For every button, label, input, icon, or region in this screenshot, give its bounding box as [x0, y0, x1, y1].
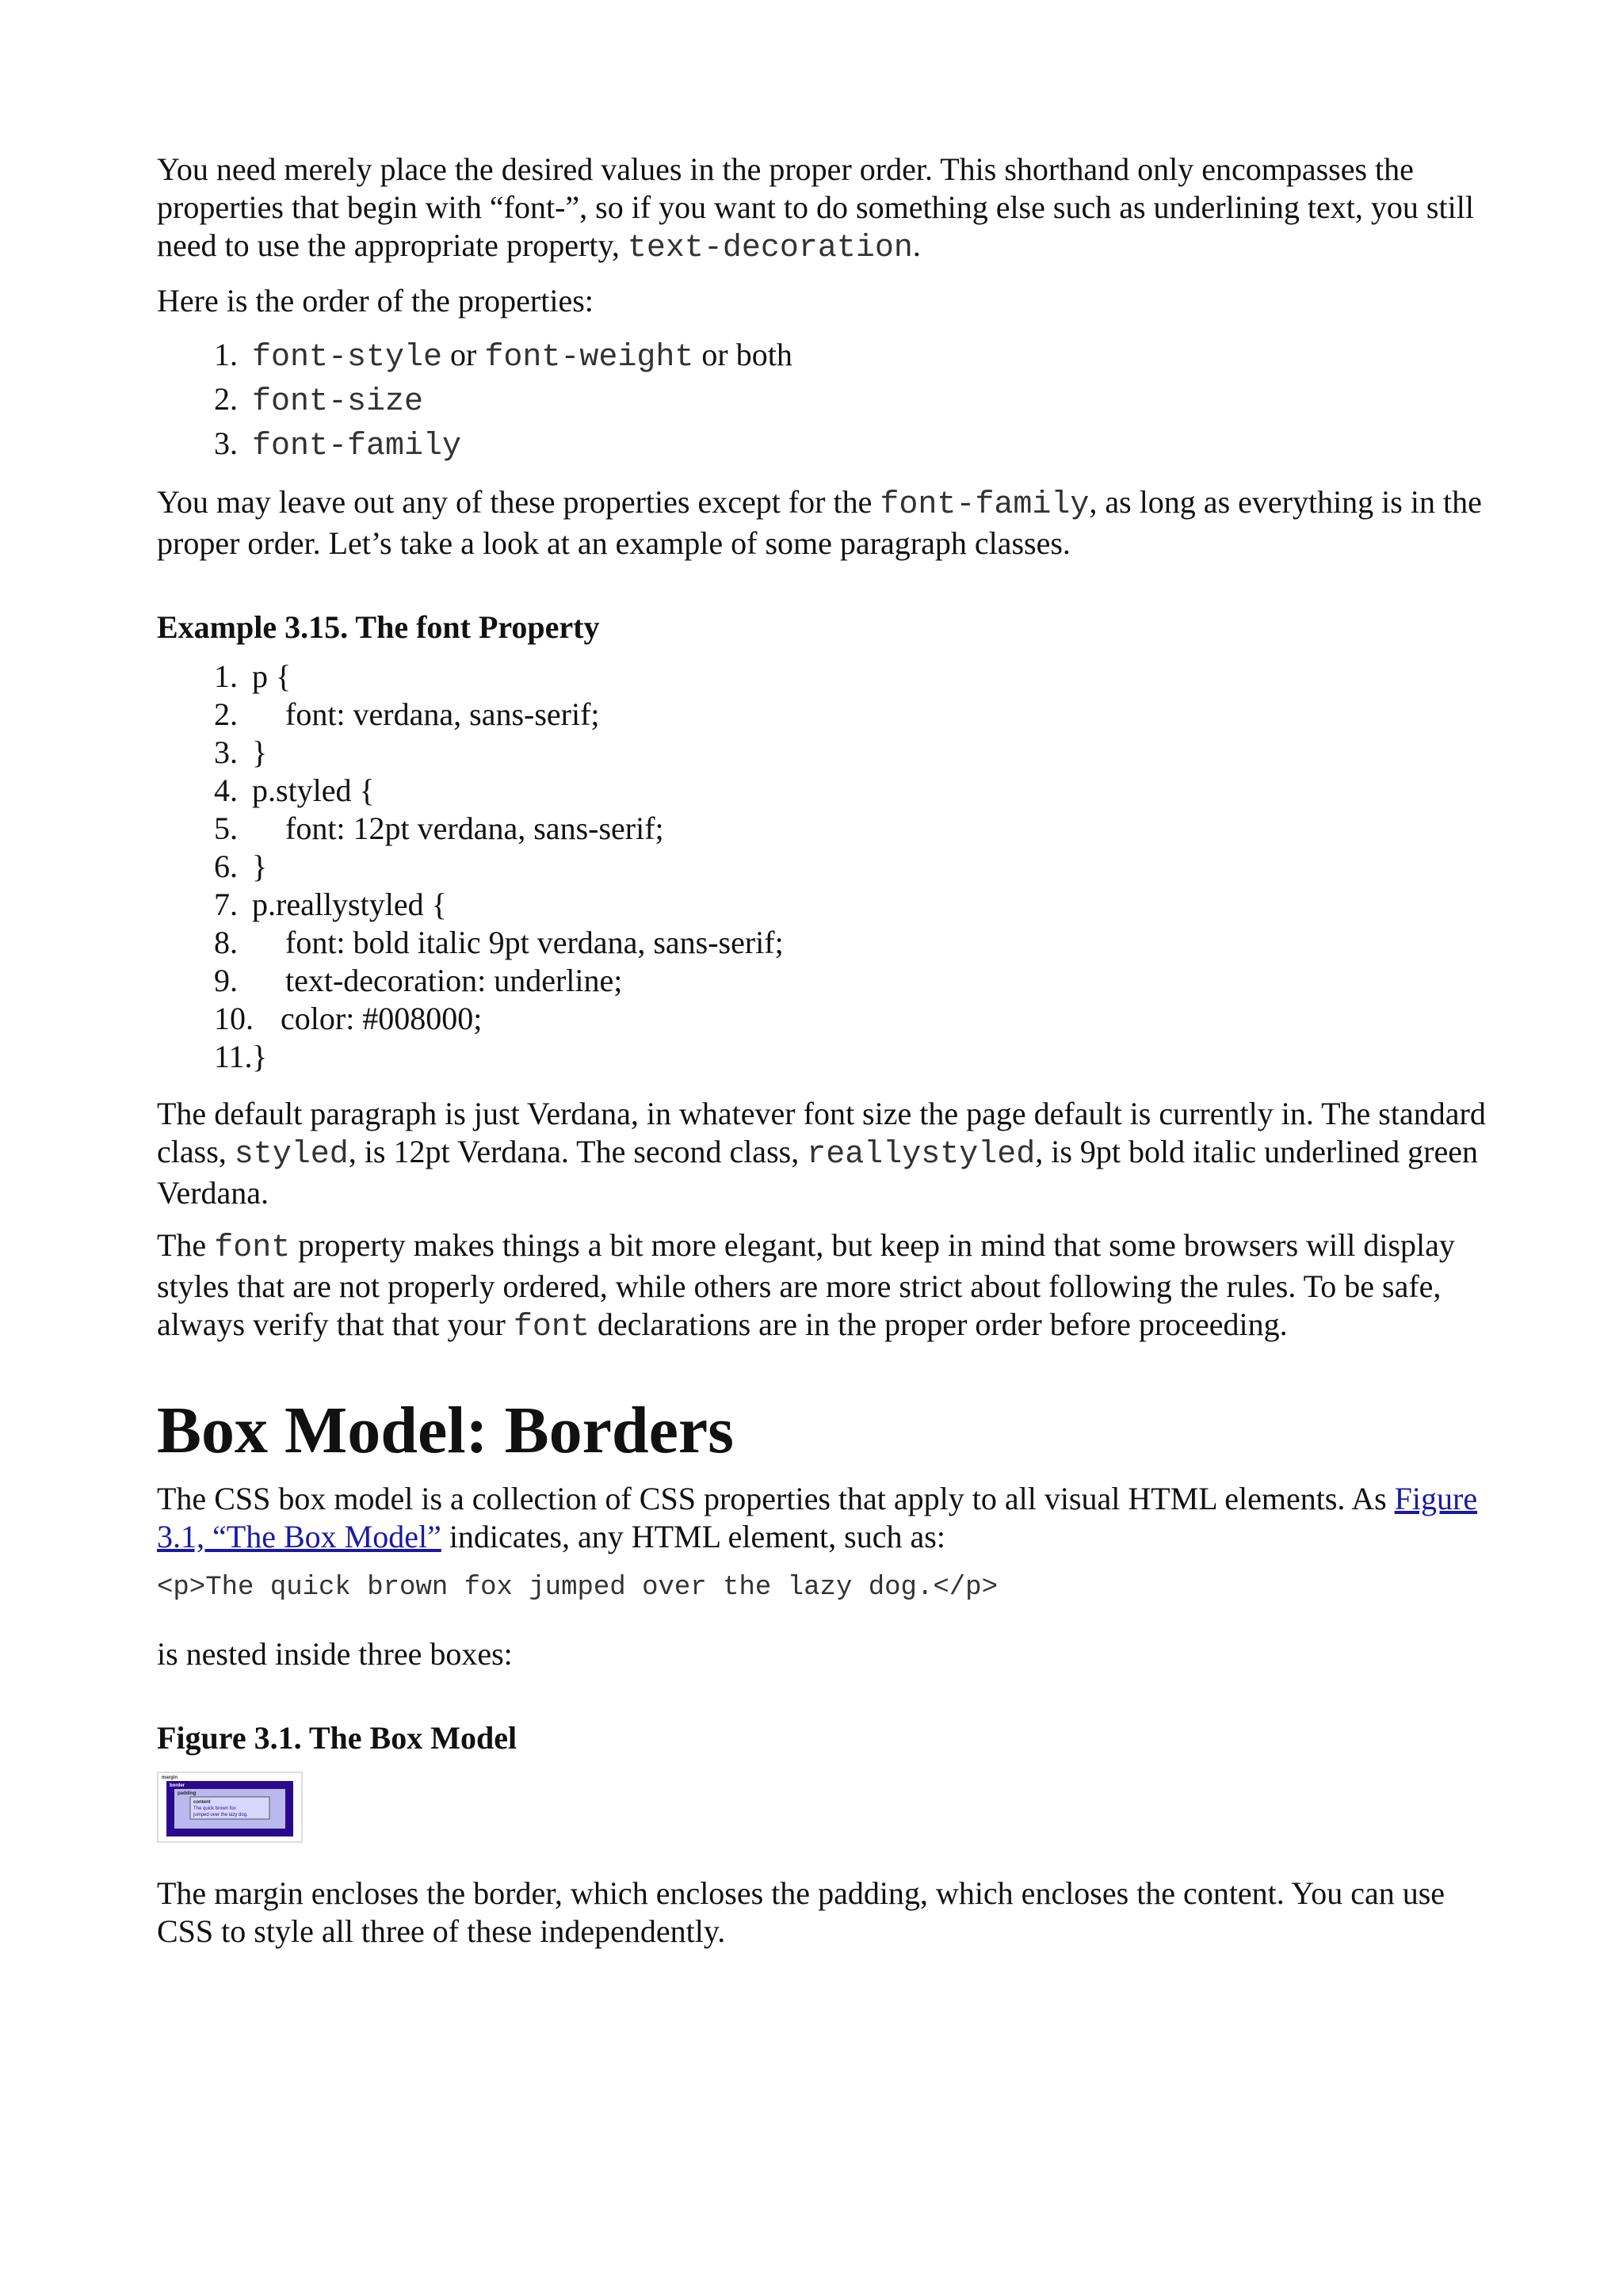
line-number: 2. — [214, 696, 238, 732]
paragraph-text: . — [912, 227, 921, 263]
paragraph-order-intro: Here is the order of the properties: — [157, 283, 594, 318]
inline-code-font-family: font-family — [880, 487, 1090, 523]
code-text: font: 12pt verdana, sans-serif; — [285, 810, 664, 846]
code-line — [214, 924, 1488, 962]
code-line — [214, 734, 1488, 772]
code-text: color: #008000; — [281, 1001, 483, 1036]
paragraph-text: The default paragraph is just Verdana, in whatever font size the page default is currently in. The standard class, — [157, 1096, 1486, 1169]
list-item — [214, 334, 1488, 379]
code-text: font: verdana, sans-serif; — [285, 696, 600, 732]
code-line — [214, 810, 1488, 848]
code-text: p.styled { — [252, 772, 375, 808]
code-line — [214, 962, 1488, 1000]
figure-link[interactable]: Figure 3.1, “The Box Model” — [157, 1481, 1478, 1554]
content-text-line-1: The quick brown fox — [193, 1806, 236, 1811]
paragraph-font-shorthand-intro — [157, 151, 1488, 268]
paragraph-text: You need merely place the desired values in the proper order. This shorthand only encompasses the properties that begin with “font-”, so if you want to do something else such as underlining text, you still need to use the appropriate property, — [157, 151, 1474, 263]
list-number: 2. — [214, 381, 238, 417]
inline-code-font: font — [513, 1310, 590, 1345]
line-number: 7. — [214, 887, 238, 922]
code-line — [214, 1038, 1488, 1076]
property-order-list — [157, 334, 1488, 467]
list-number: 1. — [214, 337, 238, 372]
inline-code-font-size: font-size — [252, 384, 424, 420]
margin-label: margin — [162, 1775, 178, 1780]
code-text: text-decoration: underline; — [285, 963, 623, 998]
code-text: font: bold italic 9pt verdana, sans-serif; — [285, 925, 784, 960]
border-label: border — [170, 1783, 185, 1788]
box-model-diagram — [158, 1773, 301, 1841]
paragraph-text: You may leave out any of these properties except for the — [157, 484, 880, 520]
code-text: p.reallystyled { — [252, 887, 447, 922]
code-text: } — [252, 1039, 268, 1074]
document-page — [157, 151, 1488, 1951]
line-number: 3. — [214, 734, 238, 770]
paragraph-font-elegance — [157, 1226, 1488, 1347]
code-text: } — [252, 849, 268, 884]
line-number: 5. — [214, 810, 238, 846]
inline-code-text-decoration: text-decoration — [627, 231, 913, 266]
code-text: } — [252, 734, 268, 770]
inline-code-font-family: font-family — [252, 429, 462, 464]
inline-code-font-weight: font-weight — [484, 340, 694, 376]
inline-code-font-style: font-style — [252, 340, 443, 376]
paragraph-nested: is nested inside three boxes: — [157, 1636, 513, 1672]
paragraph-text: The CSS box model is a collection of CSS properties that apply to all visual HTML elements. As — [157, 1481, 1395, 1516]
paragraph-text: declarations are in the proper order before proceeding. — [589, 1306, 1288, 1342]
code-line — [214, 1000, 1488, 1038]
list-text: or — [442, 337, 485, 372]
inline-code-styled: styled — [234, 1137, 349, 1173]
example-caption: Example 3.15. The font Property — [157, 609, 600, 645]
paragraph-text: , as long as everything is in the proper order. Let’s take a look at an example of some paragraph classes. — [157, 484, 1482, 561]
list-number: 3. — [214, 425, 238, 461]
padding-label: padding — [178, 1791, 197, 1796]
paragraph-default-explanation — [157, 1095, 1488, 1212]
paragraph-margin-explanation: The margin encloses the border, which encloses the padding, which encloses the content. You can use CSS to style all three of these independently. — [157, 1875, 1445, 1949]
paragraph-text: , is 9pt bold italic underlined green Verdana. — [157, 1134, 1478, 1211]
html-code-sample: <p>The quick brown fox jumped over the lazy dog.</p> — [157, 1573, 998, 1603]
line-number: 4. — [214, 772, 238, 808]
inline-code-font: font — [214, 1230, 291, 1266]
line-number: 9. — [214, 963, 238, 998]
line-number: 8. — [214, 925, 238, 960]
line-number: 11. — [214, 1039, 253, 1074]
code-text: p { — [252, 658, 292, 694]
example-code-listing — [157, 658, 1488, 1076]
code-line — [214, 886, 1488, 924]
paragraph-text: , is 12pt Verdana. The second class, — [348, 1134, 808, 1169]
section-heading: Box Model: Borders — [157, 1394, 734, 1467]
figure-caption: Figure 3.1. The Box Model — [157, 1720, 517, 1756]
paragraph-box-model-intro — [157, 1480, 1488, 1556]
code-line — [214, 658, 1488, 696]
content-label: content — [193, 1800, 211, 1805]
inline-code-reallystyled: reallystyled — [807, 1137, 1036, 1173]
paragraph-text: The — [157, 1227, 215, 1263]
list-item — [214, 379, 1488, 423]
list-text: or both — [693, 337, 792, 372]
code-line — [214, 772, 1488, 810]
paragraph-text: property makes things a bit more elegant, but keep in mind that some browsers will display styles that are not properly ordered, while others are more strict about following the rules. To be safe, always verify that that your — [157, 1227, 1455, 1342]
content-text-line-2: jumped over the lazy dog. — [193, 1813, 248, 1817]
box-model-figure — [157, 1772, 303, 1843]
code-line — [214, 848, 1488, 886]
list-item — [214, 423, 1488, 467]
line-number: 1. — [214, 658, 238, 694]
line-number: 10. — [214, 1001, 254, 1036]
code-line — [214, 696, 1488, 734]
paragraph-text: indicates, any HTML element, such as: — [441, 1519, 945, 1554]
line-number: 6. — [214, 849, 238, 884]
paragraph-leave-out — [157, 483, 1488, 563]
